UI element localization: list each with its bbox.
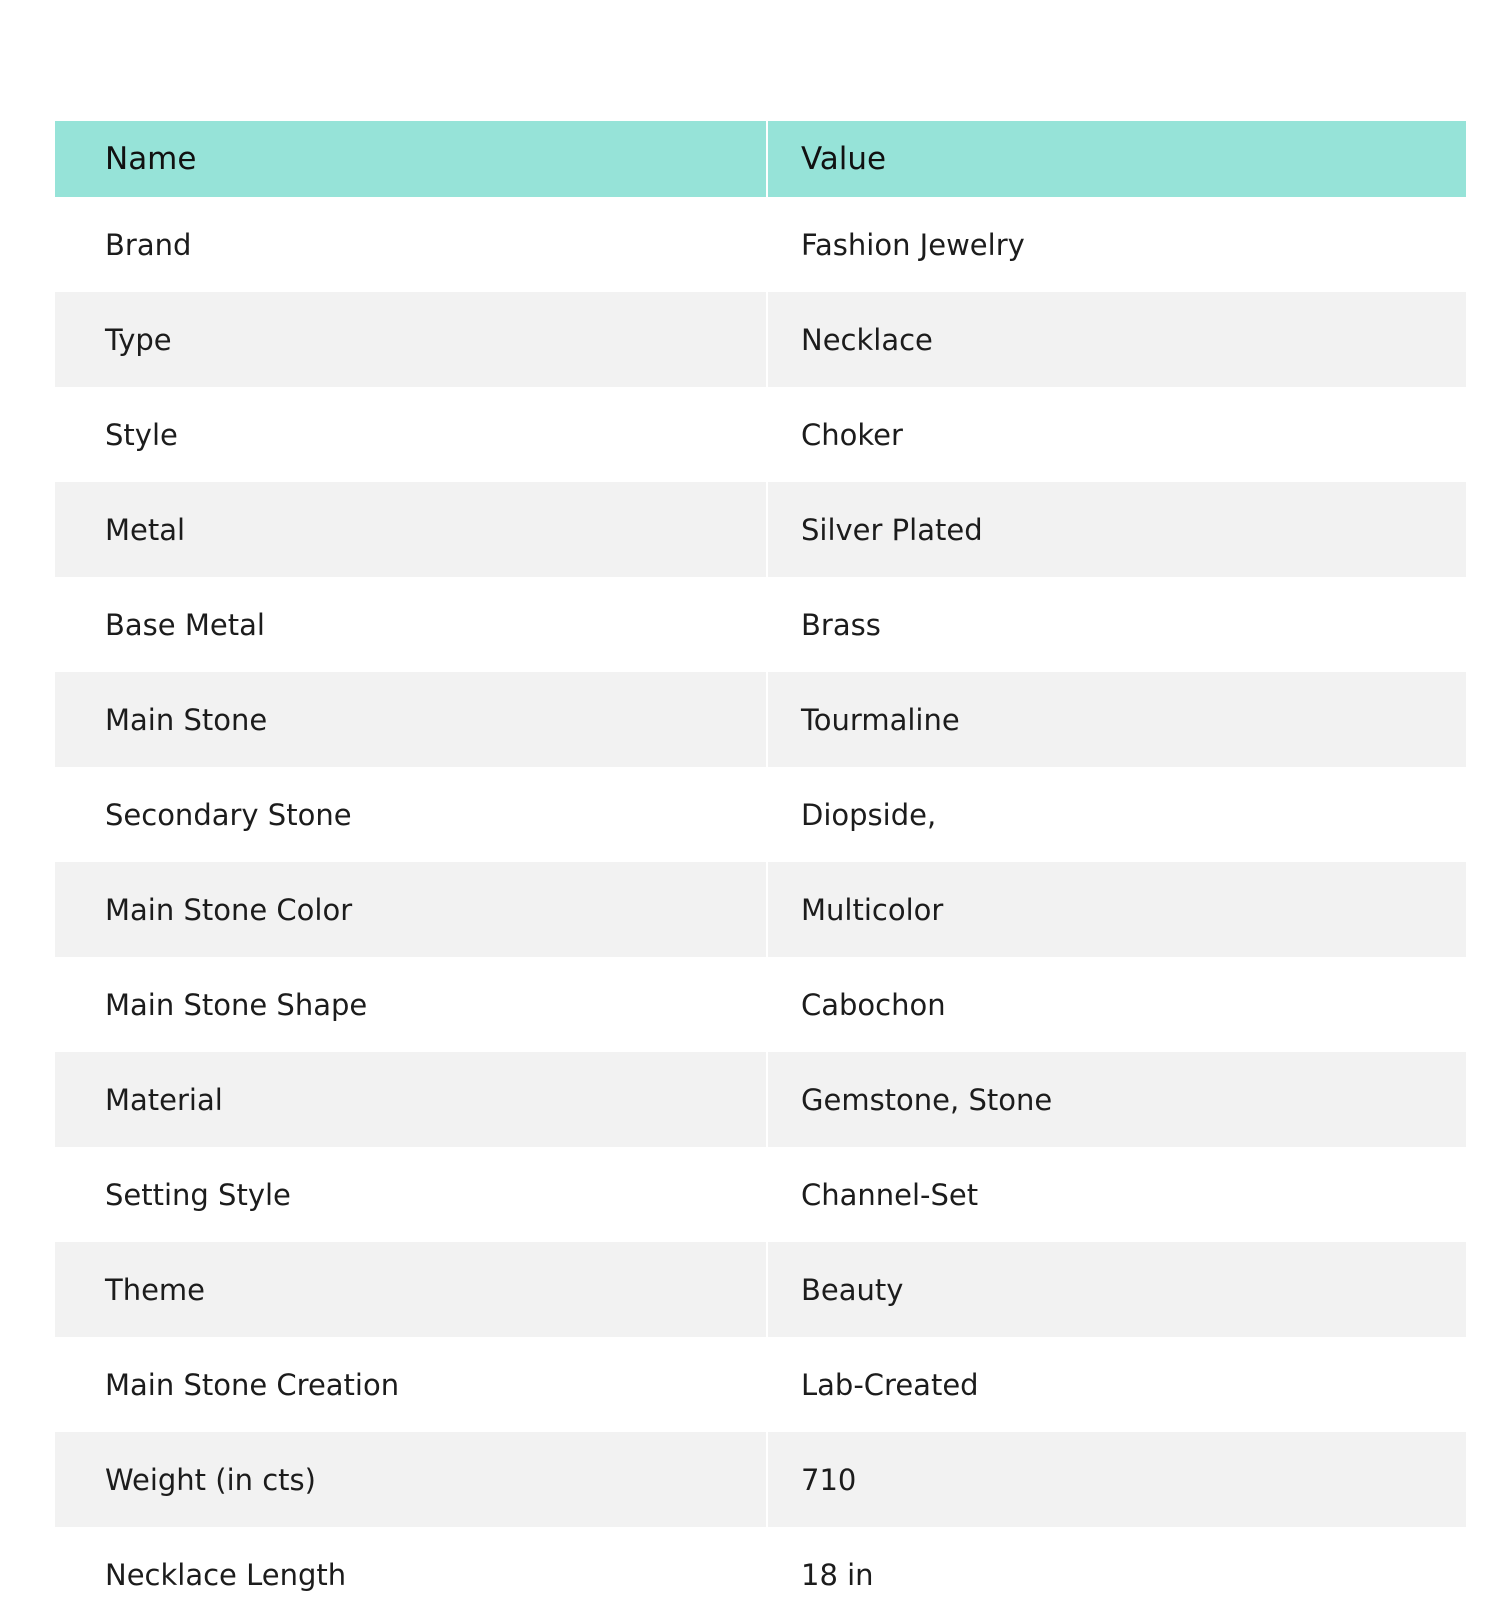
row-name-cell: Setting Style (55, 1147, 767, 1242)
table-row (55, 1147, 1466, 1242)
table-row (55, 957, 1466, 1052)
row-value-cell: 18 in (801, 1557, 874, 1592)
row-name-cell: Main Stone (55, 672, 767, 767)
table-row (55, 577, 1466, 672)
row-value-cell: Multicolor (767, 862, 1466, 957)
table-header (55, 121, 1466, 197)
table-row (55, 672, 1466, 767)
row-value-cell: Choker (801, 417, 903, 452)
row-value-cell: Tourmaline (767, 672, 1466, 767)
header-row (55, 121, 1466, 197)
row-name-cell: Brand (55, 197, 767, 292)
table-row (55, 1242, 1466, 1337)
row-value-cell: Necklace (767, 292, 1466, 387)
value-column-header: Value (767, 121, 1466, 197)
row-value-cell: 710 (767, 1432, 1466, 1527)
table-row (55, 1052, 1466, 1147)
row-name-cell: Main Stone Creation (55, 1337, 767, 1432)
row-value-cell: Channel-Set (801, 1177, 979, 1212)
row-name-cell: Weight (in cts) (55, 1432, 767, 1527)
row-name-cell: Main Stone Color (55, 862, 767, 957)
row-value-cell: Gemstone, Stone (767, 1052, 1466, 1147)
table-body (55, 197, 1466, 1622)
row-value-cell: Lab-Created (801, 1367, 979, 1402)
row-value-cell: Brass (801, 607, 881, 642)
row-name-cell: Metal (55, 482, 767, 577)
row-name-cell: Base Metal (55, 577, 767, 672)
table-row (55, 862, 1466, 957)
table-row (55, 387, 1466, 482)
row-name-cell: Theme (55, 1242, 767, 1337)
table-row (55, 482, 1466, 577)
spec-table (55, 121, 1466, 1622)
row-value-cell: Silver Plated (767, 482, 1466, 577)
table-row (55, 1527, 1466, 1622)
table-row (55, 1337, 1466, 1432)
table-row (55, 767, 1466, 862)
row-name-cell: Necklace Length (55, 1527, 767, 1622)
row-name-cell: Material (55, 1052, 767, 1147)
row-name-cell: Style (55, 387, 767, 482)
row-name-cell: Type (55, 292, 767, 387)
table-row (55, 1432, 1466, 1527)
table-row (55, 197, 1466, 292)
row-value-cell: Beauty (767, 1242, 1466, 1337)
row-name-cell: Main Stone Shape (55, 957, 767, 1052)
row-value-cell: Cabochon (801, 987, 946, 1022)
row-value-cell: Diopside, (801, 797, 937, 832)
row-name-cell: Secondary Stone (55, 767, 767, 862)
table-row (55, 292, 1466, 387)
row-value-cell: Fashion Jewelry (801, 227, 1025, 262)
name-column-header: Name (55, 121, 767, 197)
